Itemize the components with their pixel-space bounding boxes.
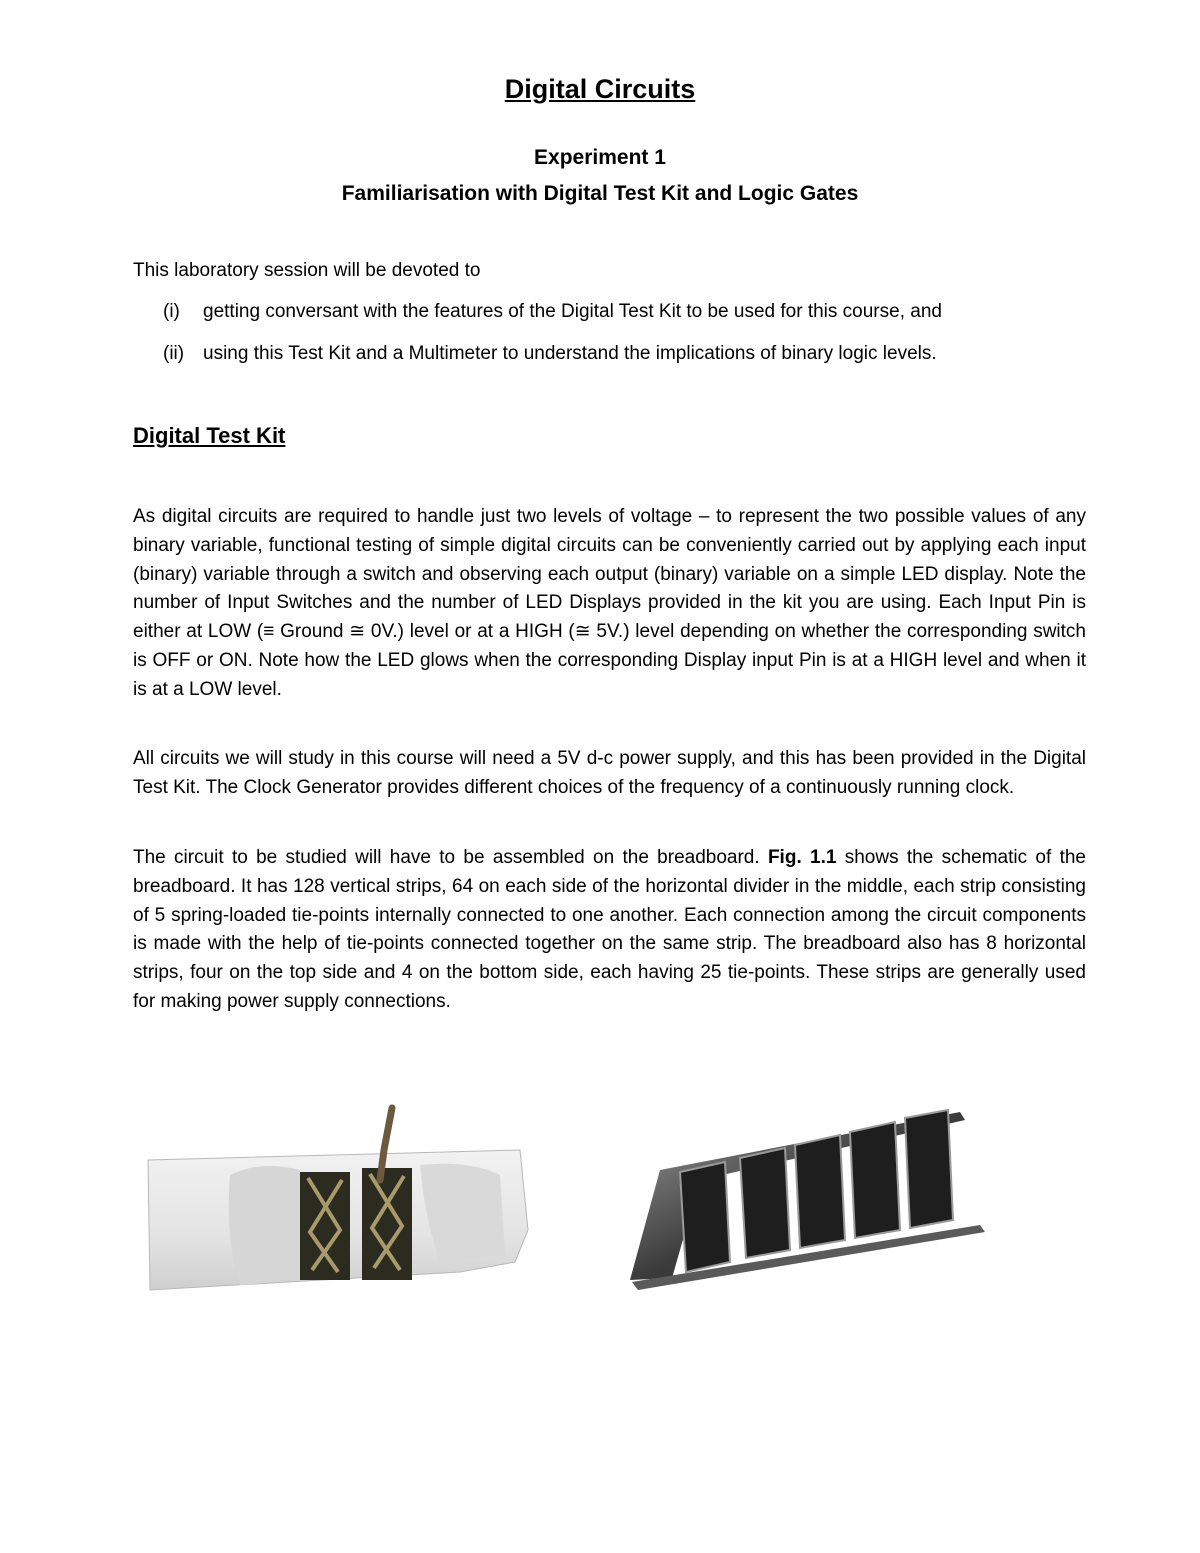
- paragraph-text: shows the schematic of the breadboard. It has 128 vertical strips, 64 on each side of the horizontal divider in the middle, each strip consisting of 5 spring-loaded tie-points internally connected to one another. Each connection among the circuit components is made with the help of tie-points connected together on the same strip. The breadboard also has 8 horizontal strips, four on the top side and 4 on the bottom side, each having 25 tie-points. These strips are generally used for making power supply connections.: [133, 847, 1086, 1012]
- section-heading: Digital Test Kit: [133, 423, 286, 448]
- intro-text: This laboratory session will be devoted to: [133, 260, 481, 281]
- tie-point-strip-photo: [630, 1110, 985, 1290]
- list-item: [163, 339, 1093, 368]
- list-marker: (i): [163, 301, 180, 322]
- experiment-number: Experiment 1: [534, 146, 666, 169]
- list-item: [163, 297, 1093, 326]
- paragraph: [133, 844, 1086, 1017]
- document-title: Digital Circuits: [504, 74, 696, 104]
- figure-reference: Fig. 1.1: [767, 847, 837, 868]
- paragraph: All circuits we will study in this course will need a 5V d-c power supply, and this has been provided in the Digital Test Kit. The Clock Generator provides different choices of the frequency of a continuously running clock.: [133, 748, 1086, 798]
- list-item-text: getting conversant with the features of the Digital Test Kit to be used for this course, and: [203, 301, 942, 322]
- list-item-text: using this Test Kit and a Multimeter to understand the implications of binary logic levels.: [203, 343, 937, 364]
- paragraph-text: The circuit to be studied will have to be assembled on the breadboard.: [133, 847, 768, 868]
- list-marker: (ii): [163, 343, 185, 364]
- breadboard-cutaway-photo: [148, 1108, 528, 1290]
- experiment-title: Familiarisation with Digital Test Kit and Logic Gates: [341, 182, 859, 205]
- breadboard-photos: [0, 1095, 1200, 1295]
- paragraph: As digital circuits are required to handle just two levels of voltage – to represent the two possible values of any binary variable, functional testing of simple digital circuits can be conveniently carried out by applying each input (binary) variable through a switch and observing each output (binary) variable on a simple LED display. Note the number of Input Switches and the number of LED Displays provided in the kit you are using. Each Input Pin is either at LOW (≡ Ground ≅ 0V.) level or at a HIGH (≅ 5V.) level depending on whether the corresponding switch is OFF or ON. Note how the LED glows when the corresponding Display input Pin is at a HIGH level and when it is at a LOW level.: [133, 506, 1086, 700]
